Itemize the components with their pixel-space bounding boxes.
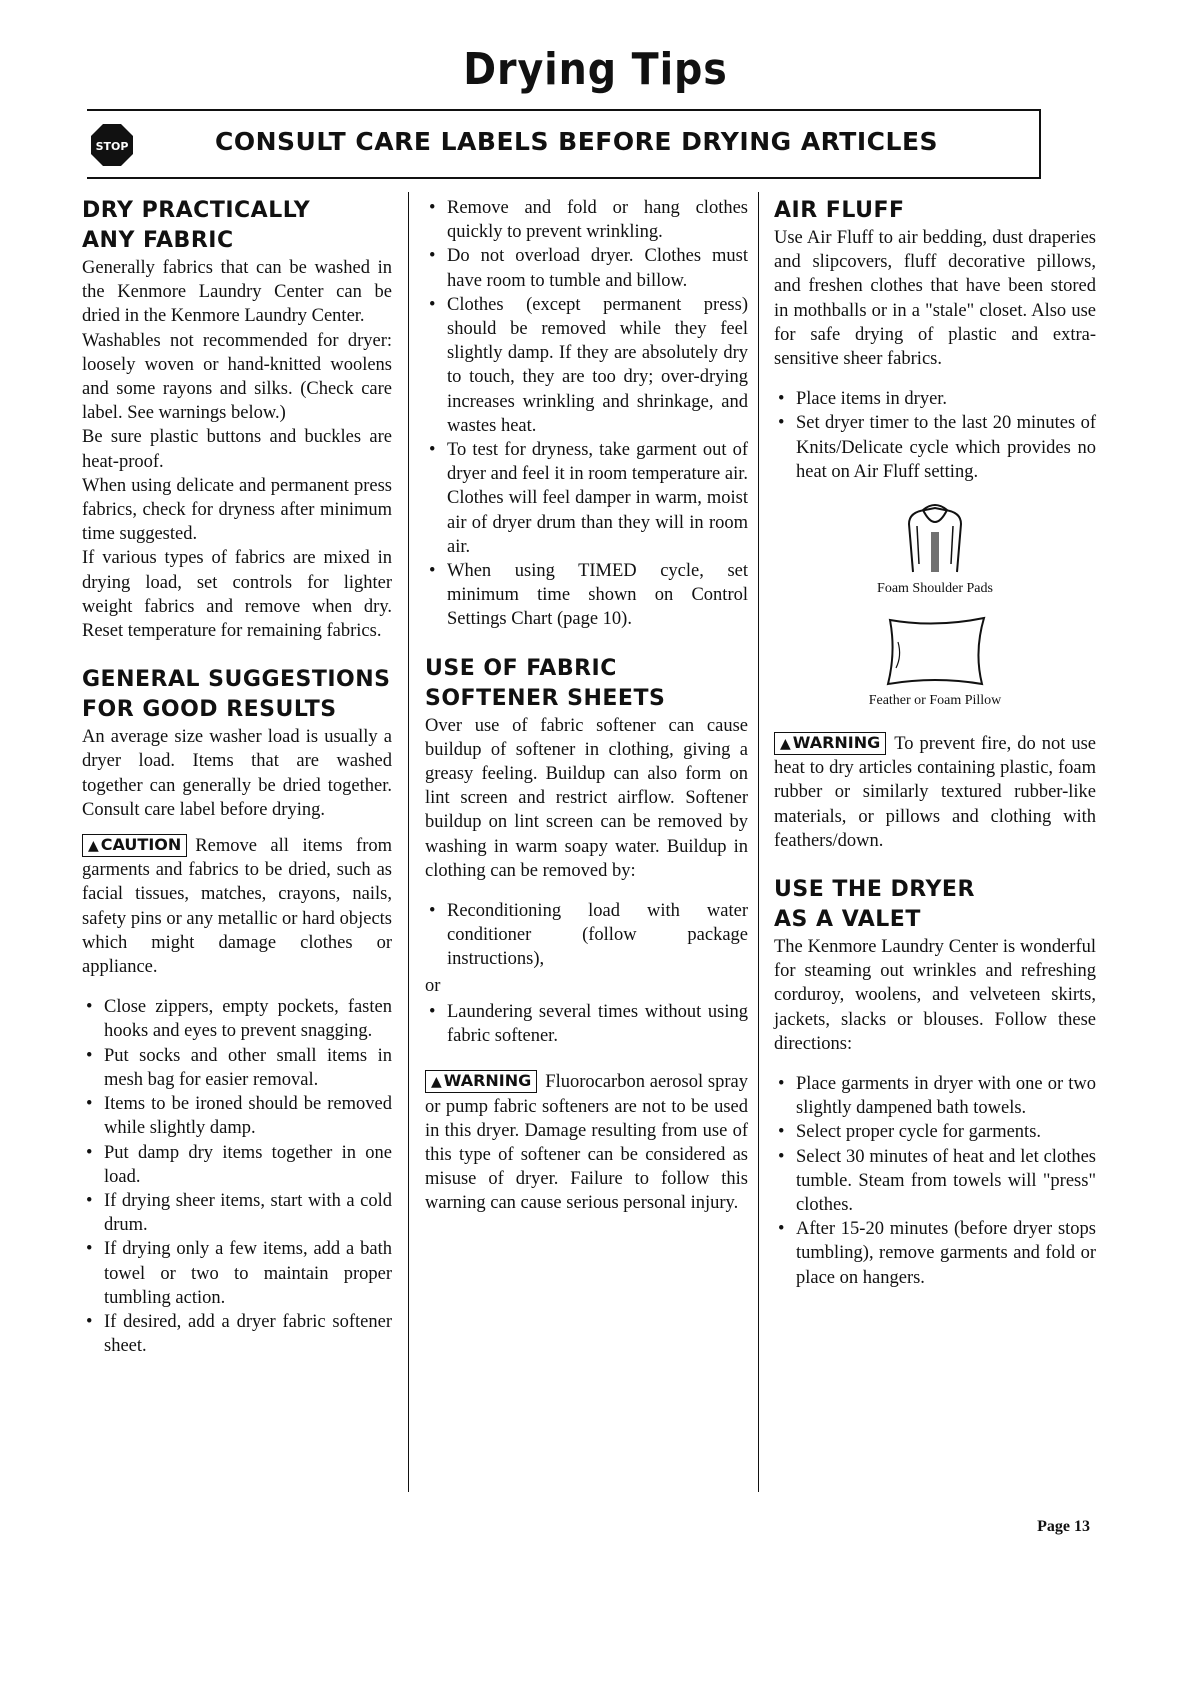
paragraph: Over use of fabric softener can cause buildup of softener in clothing, giving a greasy feeling. Buildup can also form on lint screen and restrict airflow. Softener buildup on lint screen can be removed by washing in warm soapy water. Buildup in clothing can be removed by: <box>425 715 748 881</box>
pillow-icon <box>880 612 990 690</box>
list-item: • Reconditioning load with water conditioner (follow package instructions), <box>425 899 748 972</box>
column-left <box>82 196 392 1358</box>
shoulder-pads-icon <box>895 498 975 578</box>
column-middle <box>425 196 748 1216</box>
bullet-list <box>774 1072 1096 1290</box>
list-item: • If drying sheer items, start with a cold drum. <box>82 1189 392 1237</box>
bullet-list <box>774 387 1096 484</box>
list-item: • If drying only a few items, add a bath towel or two to maintain proper tumbling action. <box>82 1237 392 1310</box>
paragraph: Generally fabrics that can be washed in the Kenmore Laundry Center can be dried in the Kenmore Laundry Center. <box>82 258 392 327</box>
list-item: • Place items in dryer. <box>774 387 1096 411</box>
page-number: Page 13 <box>1037 1518 1090 1535</box>
warning-triangle-icon: ▲ <box>431 1074 442 1091</box>
list-item: • Laundering several times without using fabric softener. <box>425 1000 748 1048</box>
section-heading <box>82 196 392 256</box>
column-right <box>774 196 1096 1290</box>
paragraph: Be sure plastic buttons and buckles are heat-proof. <box>82 427 392 472</box>
pillow-figure <box>774 612 1096 710</box>
heading-line: GENERAL SUGGESTIONS <box>82 667 391 693</box>
section-heading <box>82 665 392 725</box>
banner-text: CONSULT CARE LABELS BEFORE DRYING ARTICLES <box>215 127 939 156</box>
warning-triangle-icon: ▲ <box>88 838 99 855</box>
heading-line: ANY FABRIC <box>82 228 234 253</box>
paragraph: The Kenmore Laundry Center is wonderful for steaming out wrinkles and refreshing corduroy, woolens, and velveteen skirts, jackets, slacks or blouses. Follow these directions: <box>774 937 1096 1054</box>
heading-line: DRY PRACTICALLY <box>82 198 311 223</box>
warning-text: To prevent fire, do not use heat to dry articles containing plastic, foam rubber or similarly textured rubber-like materials, or pillows and clothing with feathers/down. <box>774 734 1096 851</box>
paragraph: Washables not recommended for dryer: loosely woven or hand-knitted woolens and some rayons and silks. (Check care label. See warnings below.) <box>82 330 392 424</box>
list-item: • Close zippers, empty pockets, fasten hooks and eyes to prevent snagging. <box>82 995 392 1043</box>
list-item: • Items to be ironed should be removed while slightly damp. <box>82 1092 392 1140</box>
list-item: • Remove and fold or hang clothes quickly to prevent wrinkling. <box>425 196 748 244</box>
list-item: • Put socks and other small items in mesh bag for easier removal. <box>82 1044 392 1092</box>
warning-text: Fluorocarbon aerosol spray or pump fabric softeners are not to be used in this dryer. Damage resulting from use of this type of softener can be considered as misuse of dryer. Failure to follow this warning can cause serious personal injury. <box>425 1072 748 1214</box>
shoulder-pads-figure <box>774 498 1096 598</box>
caution-text: Remove all items from garments and fabrics to be dried, such as facial tissues, matches, crayons, nails, safety pins or any metallic or hard objects which might damage clothes or appliance. <box>82 836 392 978</box>
warning-paragraph <box>425 1070 748 1215</box>
paragraph: When using delicate and permanent press fabrics, check for dryness after minimum time suggested. <box>82 475 392 545</box>
stop-sign-icon <box>90 123 134 167</box>
care-label-banner <box>87 109 1041 179</box>
figure-caption: Foam Shoulder Pads <box>877 581 993 597</box>
column-divider <box>758 192 759 1492</box>
section-heading: AIR FLUFF <box>774 198 905 223</box>
warning-label: ▲ WARNING <box>425 1070 537 1093</box>
list-item: • Set dryer timer to the last 20 minutes of Knits/Delicate cycle which provides no heat on Air Fluff setting. <box>774 411 1096 484</box>
caution-paragraph <box>82 834 392 979</box>
heading-line: SOFTENER SHEETS <box>425 685 666 711</box>
list-item: • Clothes (except permanent press) should be removed while they feel slightly damp. If they are absolutely dry to touch, they are too dry; over-drying increases wrinkling and shrinkage, and wastes heat. <box>425 293 748 438</box>
section-heading <box>774 875 1096 935</box>
column-divider <box>408 192 409 1492</box>
bullet-list <box>425 899 748 972</box>
section-heading <box>425 654 748 714</box>
list-item: • Do not overload dryer. Clothes must have room to tumble and billow. <box>425 244 748 292</box>
list-item: • If desired, add a dryer fabric softener sheet. <box>82 1310 392 1358</box>
heading-line: USE THE DRYER <box>774 877 975 903</box>
bullet-list <box>425 1000 748 1048</box>
heading-line: USE OF FABRIC <box>425 655 617 681</box>
heading-line: AS A VALET <box>774 907 921 933</box>
list-item: • Put damp dry items together in one load. <box>82 1141 392 1189</box>
page-title: Drying Tips <box>463 44 728 95</box>
figure-caption: Feather or Foam Pillow <box>868 693 1002 709</box>
or-text: or <box>425 975 441 996</box>
paragraph: If various types of fabrics are mixed in drying load, set controls for lighter weight fabrics and remove when dry. Reset temperature for remaining fabrics. <box>82 548 392 642</box>
warning-label: ▲ WARNING <box>774 732 886 755</box>
bullet-list <box>82 995 392 1358</box>
heading-line: FOR GOOD RESULTS <box>82 697 337 723</box>
bullet-list <box>425 196 748 632</box>
warning-triangle-icon: ▲ <box>780 736 791 753</box>
svg-text:STOP: STOP <box>95 140 129 153</box>
list-item: • Select 30 minutes of heat and let clothes tumble. Steam from towels will "press" clothes. <box>774 1145 1096 1218</box>
list-item: • Select proper cycle for garments. <box>774 1120 1096 1144</box>
list-item: • To test for dryness, take garment out of dryer and feel it in room temperature air. Clothes will feel damper in warm, moist air of dryer drum than they will in room air. <box>425 438 748 559</box>
list-item: • After 15-20 minutes (before dryer stops tumbling), remove garments and fold or place on hangers. <box>774 1217 1096 1290</box>
list-item: • Place garments in dryer with one or two slightly dampened bath towels. <box>774 1072 1096 1120</box>
caution-label: ▲ CAUTION <box>82 834 187 857</box>
warning-paragraph <box>774 732 1096 853</box>
paragraph: Use Air Fluff to air bedding, dust draperies and slipcovers, fluff decorative pillows, and freshen clothes that have been stored in mothballs or in a "stale" closet. Also use for safe drying of plastic and extra-sensitive sheer fabrics. <box>774 228 1096 370</box>
list-item: • When using TIMED cycle, set minimum time shown on Control Settings Chart (page 10). <box>425 559 748 632</box>
paragraph: An average size washer load is usually a dryer load. Items that are washed together can generally be dried together. Consult care label before drying. <box>82 727 392 820</box>
